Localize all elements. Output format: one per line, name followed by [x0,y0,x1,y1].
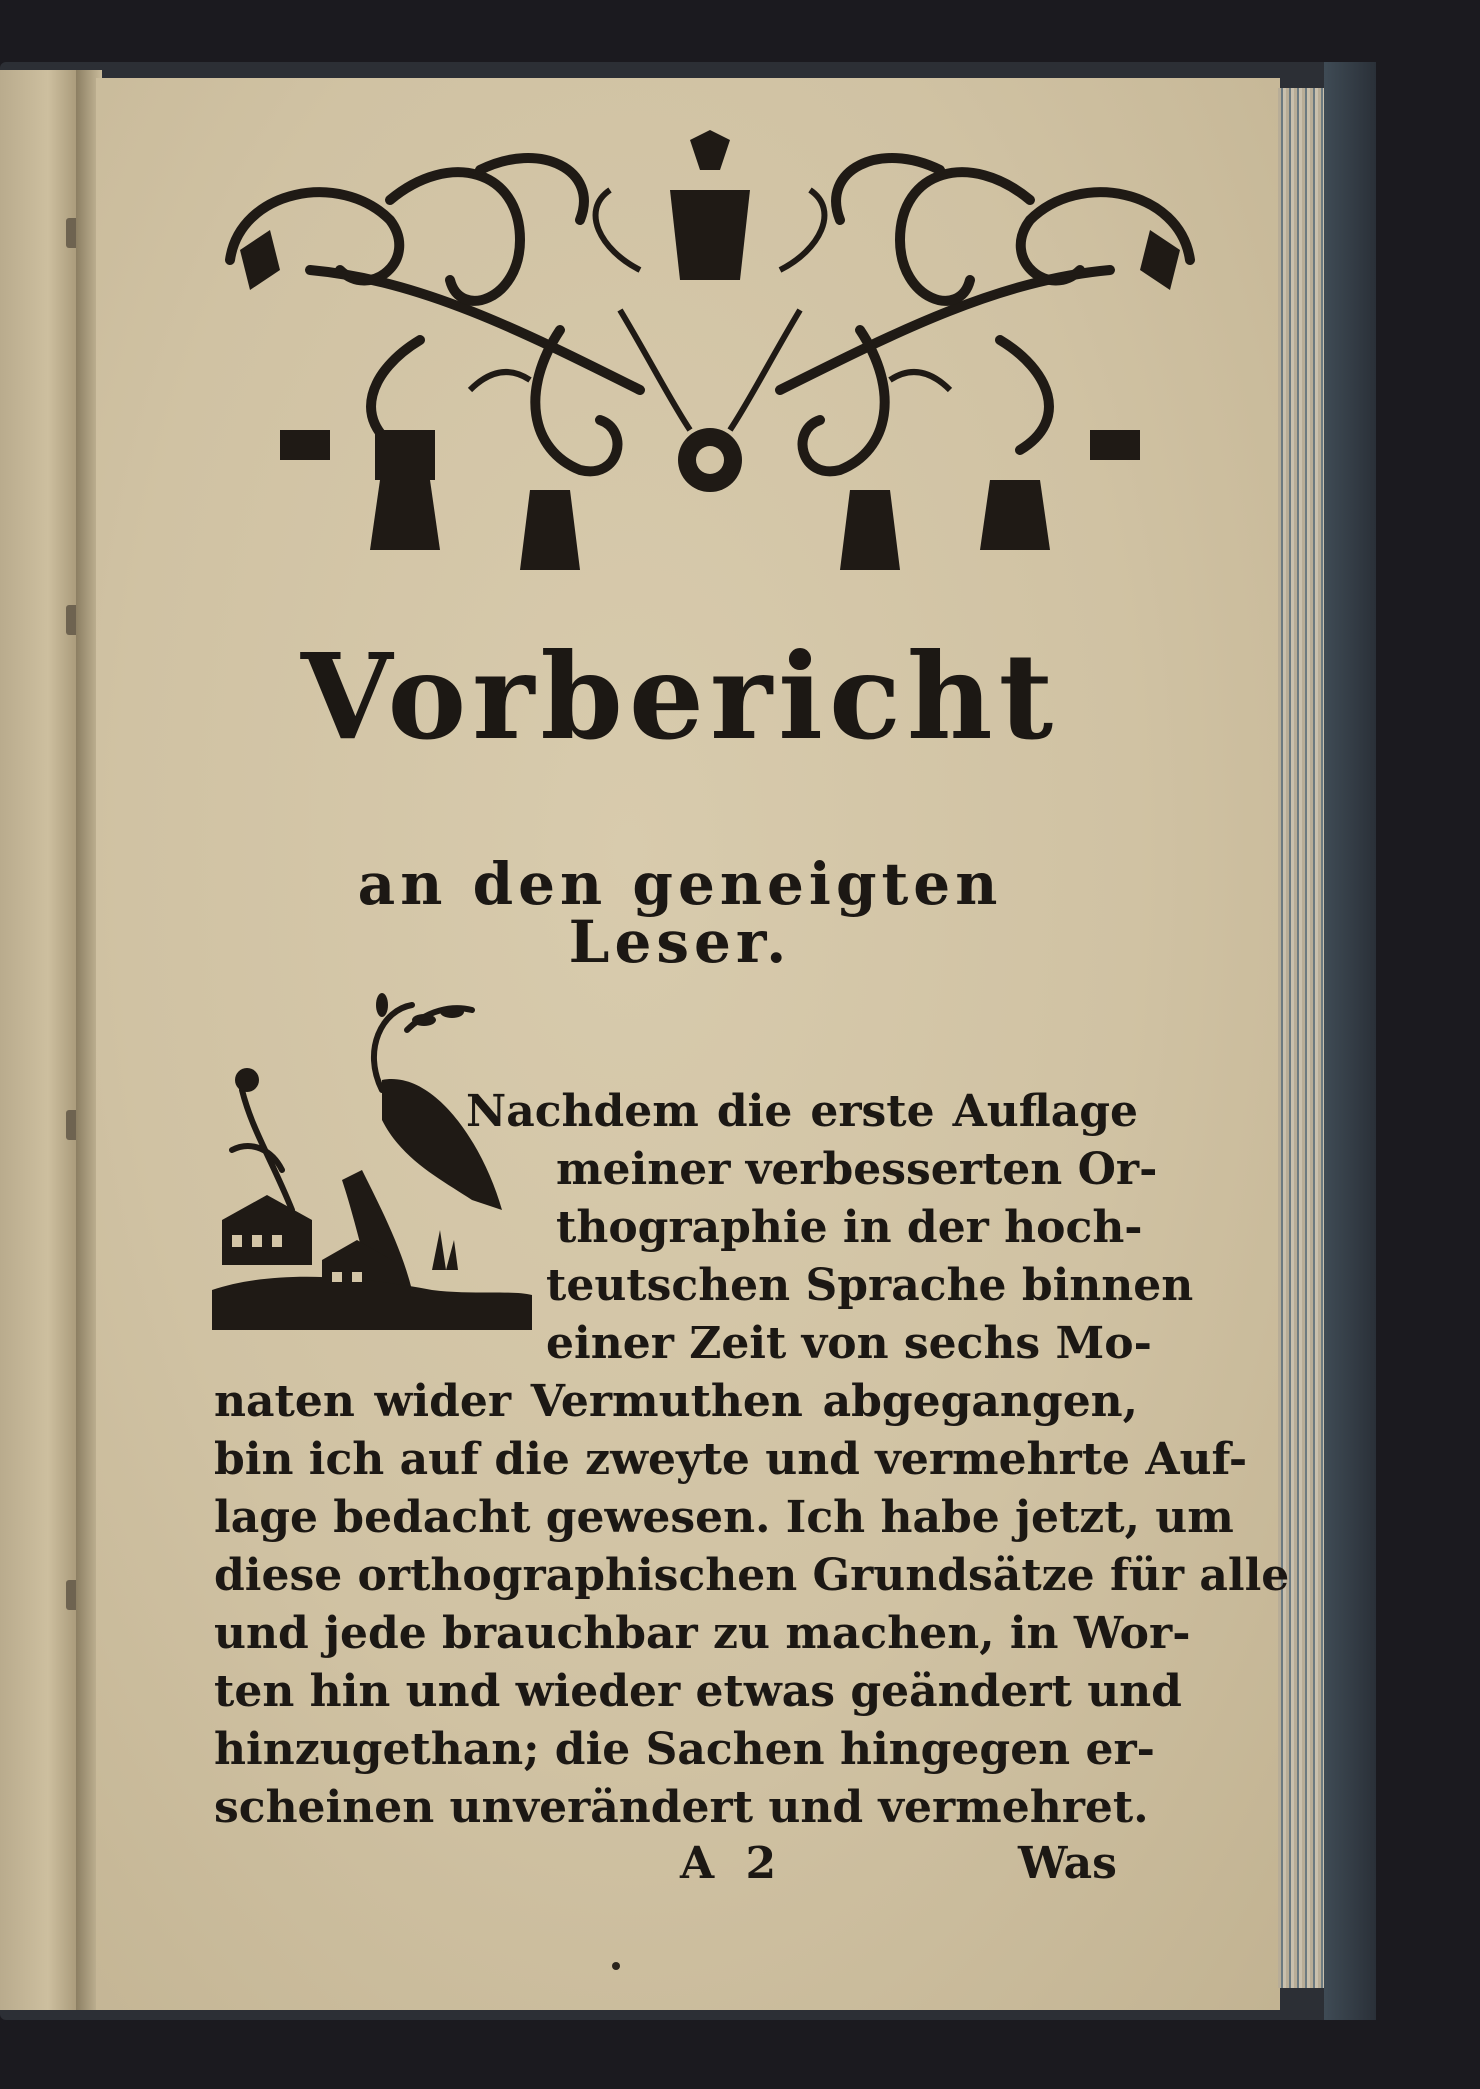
body-line-8: lage bedacht gewesen. Ich habe jetzt, um [214,1492,1234,1543]
body-line-11: ten hin und wieder etwas geändert und [214,1666,1182,1717]
body-line-5: einer Zeit von sechs Mo- [546,1318,1152,1369]
body-line-6: naten wider Vermuthen abgegangen, [214,1376,1138,1427]
body-line-1: Nachdem die erste Auflage [466,1086,1138,1137]
bird-woodcut-vignette [212,990,532,1350]
ink-speck [612,1962,620,1970]
body-line-3: thographie in der hoch- [556,1202,1143,1253]
signature-mark: A 2 [680,1838,785,1889]
body-line-13: scheinen unverändert und vermehret. [214,1782,1149,1833]
catchword: Was [1018,1838,1117,1889]
body-line-9: diese orthographischen Grundsätze für alle [214,1550,1290,1601]
page-subtitle: an den geneigten Leser. [357,850,1003,976]
body-line-2: meiner verbesserten Or- [556,1144,1158,1195]
page-title: Vorbericht [300,627,1060,766]
body-line-12: hinzugethan; die Sachen hingegen er- [214,1724,1155,1775]
body-line-4: teutschen Sprache binnen [546,1260,1194,1311]
headpiece-ornament [220,130,1200,580]
body-line-7: bin ich auf die zweyte und vermehrte Auf- [214,1434,1248,1485]
body-line-10: und jede brauchbar zu machen, in Wor- [214,1608,1191,1659]
